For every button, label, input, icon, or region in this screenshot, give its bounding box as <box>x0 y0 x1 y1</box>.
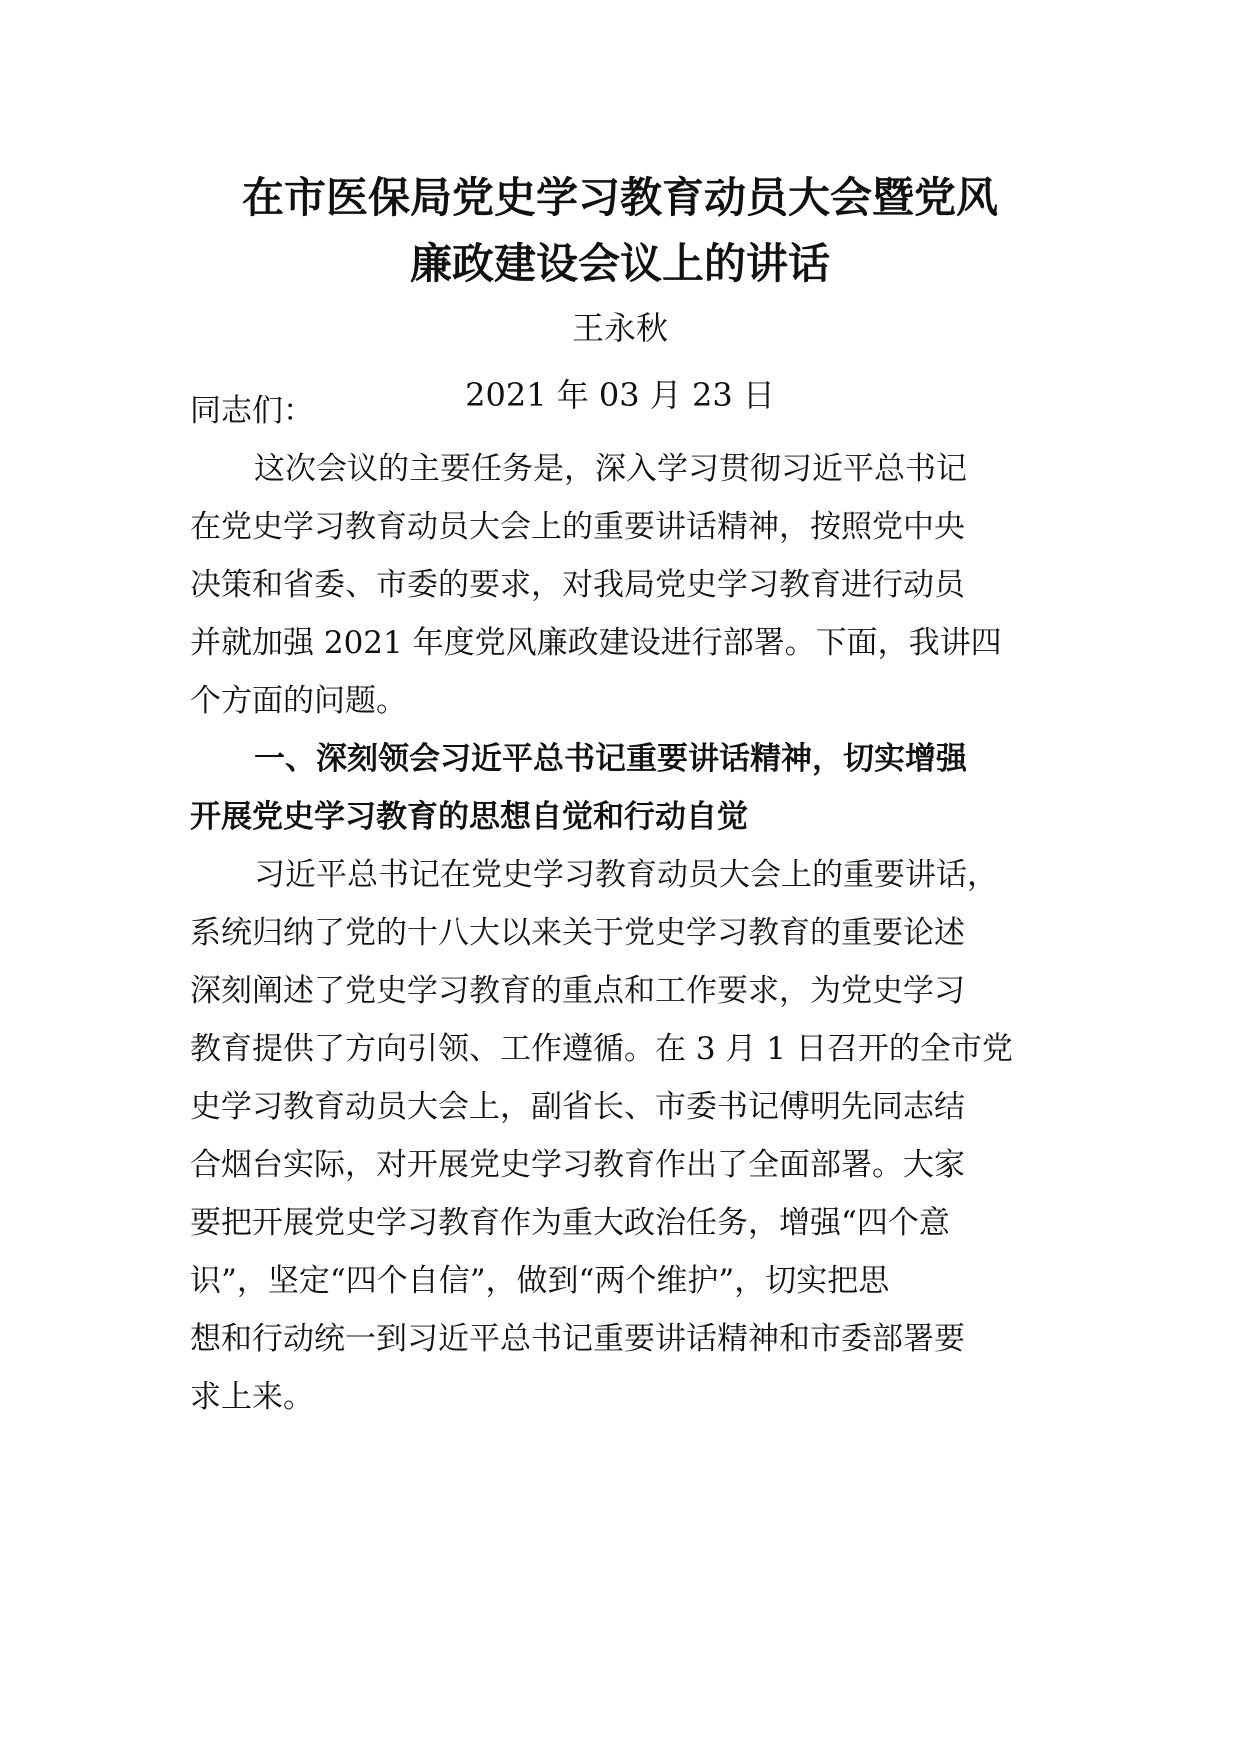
paragraph-line: 合烟台实际，对开展党史学习教育作出了全面部署。大家 <box>190 1147 965 1183</box>
paragraph-line: 深刻阐述了党史学习教育的重点和工作要求，为党史学习 <box>190 973 965 1009</box>
paragraph-line: 识”，坚定“四个自信”，做到“两个维护”，切实把思 <box>190 1263 890 1299</box>
paragraph-line: 在党史学习教育动员大会上的重要讲话精神，按照党中央 <box>190 509 965 545</box>
paragraph-line: 教育提供了方向引领、工作遵循。在 3 月 1 日召开的全市党 <box>190 1031 1013 1067</box>
paragraph-line: 这次会议的主要任务是，深入学习贯彻习近平总书记 <box>254 451 967 487</box>
paragraph-line: 决策和省委、市委的要求，对我局党史学习教育进行动员 <box>190 567 965 603</box>
paragraph-line: 求上来。 <box>190 1379 314 1415</box>
paragraph-line: 想和行动统一到习近平总书记重要讲话精神和市委部署要 <box>190 1321 965 1357</box>
document-title-line-1: 在市医保局党史学习教育动员大会暨党风 <box>241 173 998 222</box>
salutation: 同志们： <box>190 393 314 429</box>
speech-date: 2021 年 03 月 23 日 <box>465 376 775 414</box>
paragraph-line: 并就加强 2021 年度党风廉政建设进行部署。下面，我讲四 <box>190 625 1002 661</box>
paragraph-line: 系统归纳了党的十八大以来关于党史学习教育的重要论述 <box>190 915 965 951</box>
paragraph-line: 史学习教育动员大会上，副省长、市委书记傅明先同志结 <box>190 1089 965 1125</box>
section-heading-line: 一、深刻领会习近平总书记重要讲话精神，切实增强 <box>254 741 967 777</box>
section-heading-line: 开展党史学习教育的思想自觉和行动自觉 <box>190 799 748 835</box>
document-title-line-2: 廉政建设会议上的讲话 <box>409 239 830 288</box>
paragraph-line: 个方面的问题。 <box>190 683 407 719</box>
paragraph-line: 习近平总书记在党史学习教育动员大会上的重要讲话， <box>254 857 998 893</box>
paragraph-line: 要把开展党史学习教育作为重大政治任务，增强“四个意 <box>190 1205 950 1241</box>
author-name: 王永秋 <box>571 309 668 347</box>
